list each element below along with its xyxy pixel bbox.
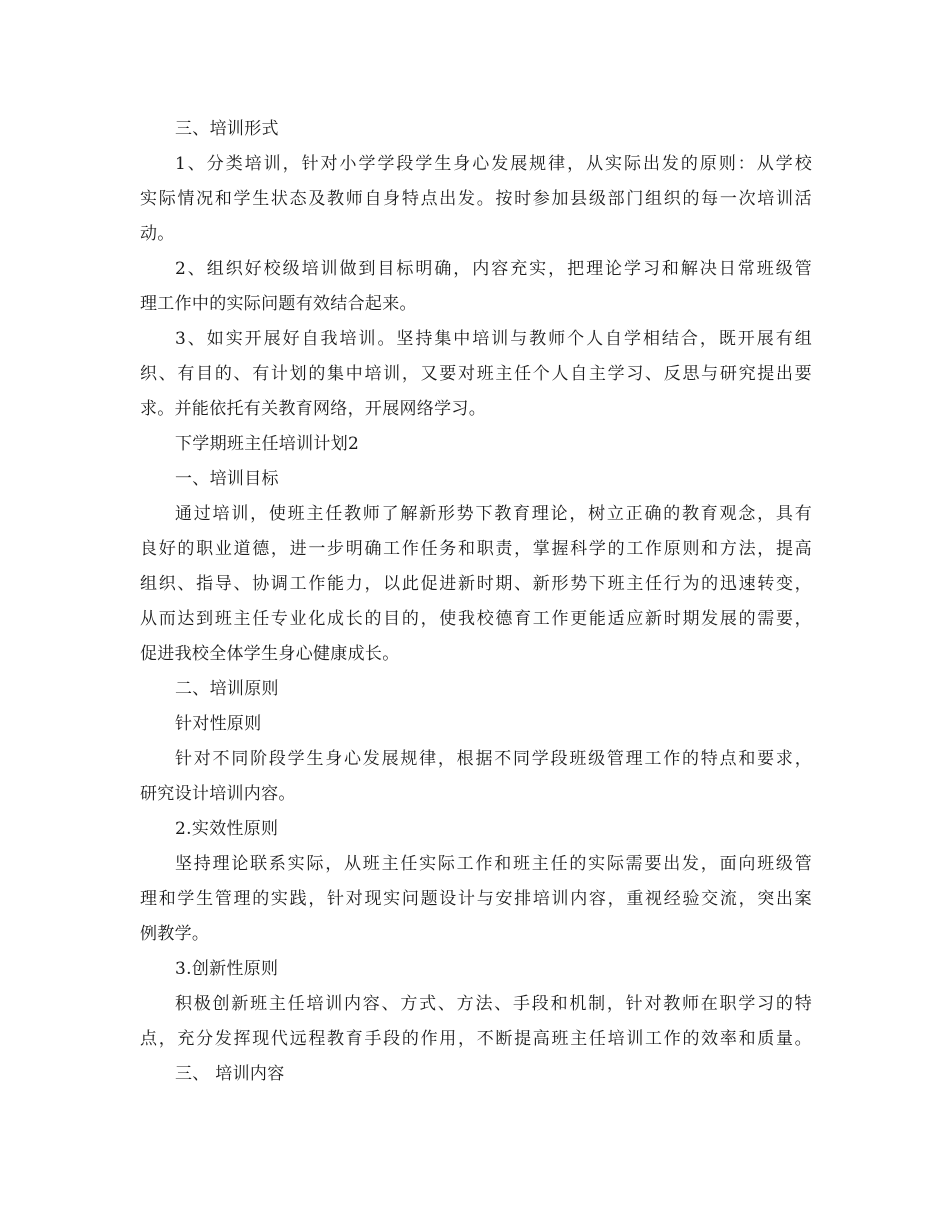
paragraph-line: 从而达到班主任专业化成长的目的，使我校德育工作更能适应新时期发展的需要， [140, 609, 812, 629]
paragraph-line: 通过培训，使班主任教师了解新形势下教育理论，树立正确的教育观念，具有 [175, 504, 812, 524]
paragraph-line: 织、有目的、有计划的集中培训，又要对班主任个人自主学习、反思与研究提出要 [140, 364, 812, 384]
paragraph-line: 1、分类培训，针对小学学段学生身心发展规律，从实际出发的原则：从学校 [175, 154, 812, 174]
paragraph-line: 二、培训原则 [175, 679, 279, 699]
paragraph-line: 积极创新班主任培训内容、方式、方法、手段和机制，针对教师在职学习的特 [175, 994, 812, 1014]
paragraph-line: 三、 培训内容 [175, 1064, 285, 1084]
paragraph-line: 组织、指导、协调工作能力，以此促进新时期、新形势下班主任行为的迅速转变， [140, 574, 812, 594]
paragraph-line: 2.实效性原则 [175, 819, 279, 839]
paragraph-line: 动。 [140, 224, 175, 244]
paragraph-line: 三、培训形式 [175, 119, 279, 139]
paragraph-line: 理工作中的实际问题有效结合起来。 [140, 294, 417, 314]
paragraph-line: 一、培训目标 [175, 469, 279, 489]
paragraph-line: 实际情况和学生状态及教师自身特点出发。按时参加县级部门组织的每一次培训活 [140, 189, 812, 209]
paragraph-line: 理和学生管理的实践，针对现实问题设计与安排培训内容，重视经验交流，突出案 [140, 889, 812, 909]
paragraph-line: 促进我校全体学生身心健康成长。 [140, 644, 400, 664]
paragraph-line: 坚持理论联系实际，从班主任实际工作和班主任的实际需要出发，面向班级管 [175, 854, 812, 874]
paragraph-line: 求。并能依托有关教育网络，开展网络学习。 [140, 399, 486, 419]
document-page [140, 112, 812, 1092]
paragraph-line: 例教学。 [140, 924, 210, 944]
paragraph-line: 3.创新性原则 [175, 959, 279, 979]
paragraph-line: 2、组织好校级培训做到目标明确，内容充实，把理论学习和解决日常班级管 [175, 259, 812, 279]
paragraph-line: 针对性原则 [175, 714, 262, 734]
paragraph-line: 点，充分发挥现代远程教育手段的作用，不断提高班主任培训工作的效率和质量。 [140, 1029, 812, 1049]
paragraph-line: 下学期班主任培训计划2 [175, 434, 360, 454]
paragraph-line: 良好的职业道德，进一步明确工作任务和职责，掌握科学的工作原则和方法，提高 [140, 539, 812, 559]
paragraph-line: 研究设计培训内容。 [140, 784, 296, 804]
paragraph-line: 针对不同阶段学生身心发展规律，根据不同学段班级管理工作的特点和要求， [175, 749, 812, 769]
paragraph-line: 3、如实开展好自我培训。坚持集中培训与教师个人自学相结合，既开展有组 [175, 329, 812, 349]
